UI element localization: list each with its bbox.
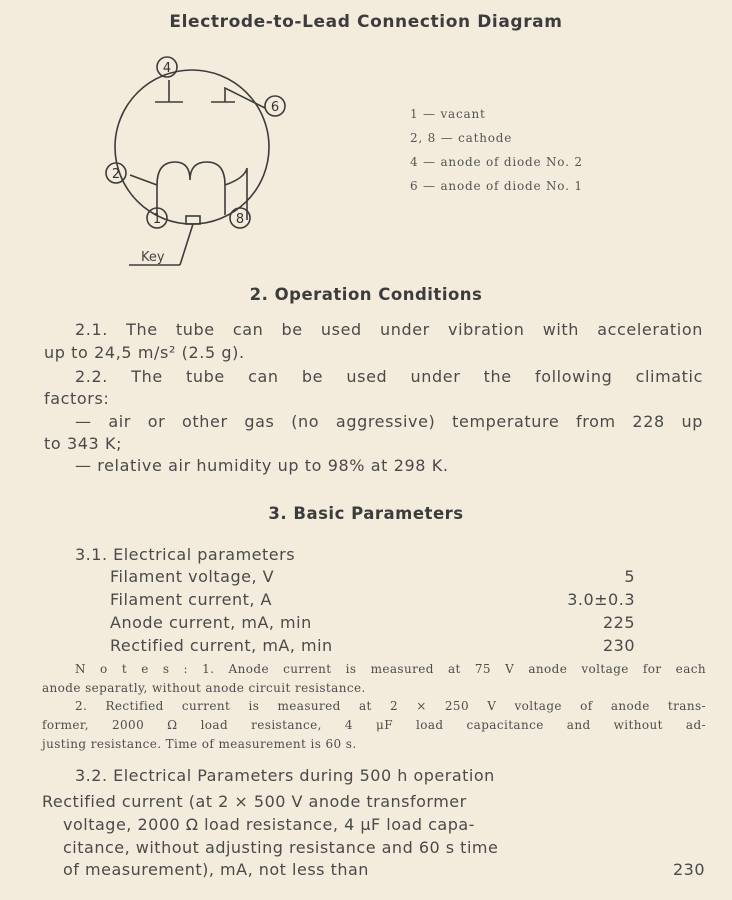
param-value: 5: [624, 567, 635, 586]
paragraph: — relative air humidity up to 98% at 298 K.: [75, 456, 449, 475]
key-label: Key: [141, 250, 165, 265]
paragraph: factors:: [44, 389, 110, 408]
cathode-filament: [157, 162, 225, 215]
param-label: Anode current, mA, min: [110, 613, 312, 632]
param-value: 3.0±0.3: [567, 590, 635, 609]
cathode-lead-2: [130, 175, 157, 185]
note-line: N o t e s : 1. Anode current is measured at 75 V anode voltage for each: [75, 662, 706, 676]
pin-2-label: 2: [111, 167, 121, 182]
rectified-line: citance, without adjusting resistance and 60 s time: [63, 838, 499, 857]
key-tab: [186, 216, 200, 224]
legend-item: 2, 8 — cathode: [410, 131, 513, 145]
paragraph: to 343 K;: [44, 434, 123, 453]
legend-item: 4 — anode of diode No. 2: [410, 155, 583, 169]
tube-envelope: [115, 70, 269, 224]
paragraph: up to 24,5 m/s² (2.5 g).: [44, 343, 245, 362]
rectified-line: voltage, 2000 Ω load resistance, 4 μF load capa-: [63, 815, 475, 834]
note-line: former, 2000 Ω load resistance, 4 μF load capacitance and without ad-: [42, 718, 706, 732]
param-label: Filament current, A: [110, 590, 272, 609]
pin-4-label: 4: [162, 61, 172, 76]
key-pointer: [180, 224, 193, 265]
pin-1-label: 1: [152, 212, 162, 227]
rectified-line: Rectified current (at 2 × 500 V anode transformer: [42, 792, 467, 811]
section-3-heading: 3. Basic Parameters: [268, 504, 464, 523]
note-line: anode separatly, without anode circuit resistance.: [42, 681, 366, 695]
rectified-line: of measurement), mA, not less than: [63, 860, 369, 879]
subsection-heading: 3.1. Electrical parameters: [75, 545, 296, 564]
param-value: 225: [602, 613, 635, 632]
page-title: Electrode-to-Lead Connection Diagram: [169, 12, 563, 32]
rectified-value: 230: [672, 860, 705, 879]
subsection-heading: 3.2. Electrical Parameters during 500 h operation: [75, 766, 495, 785]
note-line: 2. Rectified current is measured at 2 × 250 V voltage of anode trans-: [75, 699, 706, 713]
pin-diagram: [95, 50, 295, 275]
section-2-heading: 2. Operation Conditions: [249, 285, 483, 304]
param-label: Rectified current, mA, min: [110, 636, 333, 655]
legend-item: 6 — anode of diode No. 1: [410, 179, 583, 193]
param-value: 230: [602, 636, 635, 655]
legend-item: 1 — vacant: [410, 107, 486, 121]
paragraph: — air or other gas (no aggressive) temperature from 228 up: [75, 412, 703, 431]
paragraph: 2.2. The tube can be used under the following climatic: [75, 367, 703, 386]
pin-8-label: 8: [235, 212, 245, 227]
note-line: justing resistance. Time of measurement is 60 s.: [42, 737, 357, 751]
pin-6-label: 6: [270, 100, 280, 115]
param-label: Filament voltage, V: [110, 567, 275, 586]
paragraph: 2.1. The tube can be used under vibration with acceleration: [75, 320, 703, 339]
